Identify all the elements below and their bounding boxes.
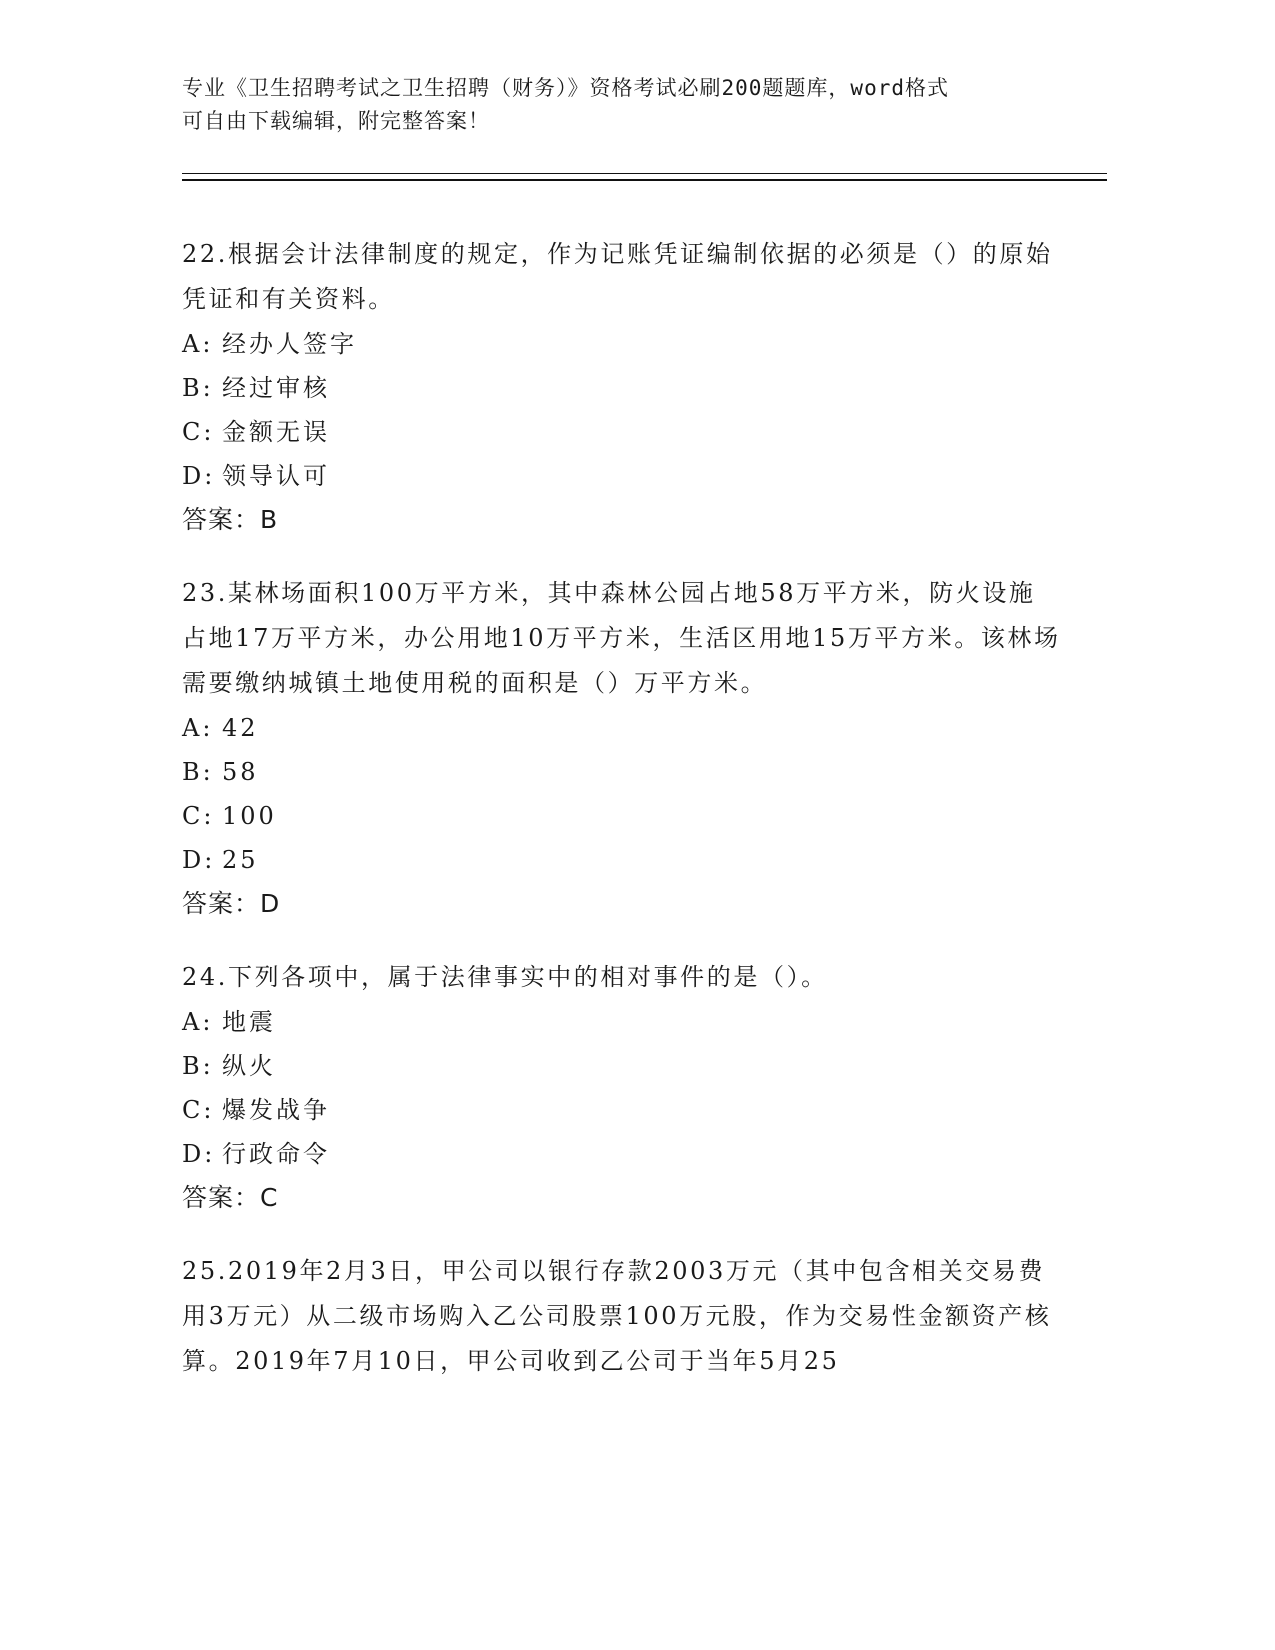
option-text: 58 [222, 758, 259, 786]
option-text: 领导认可 [222, 462, 330, 490]
option-text: 42 [222, 714, 259, 742]
option-key: A: [182, 330, 214, 358]
answer-label: 答案：D [182, 889, 281, 918]
answer-label: 答案：C [182, 1183, 279, 1212]
option-text: 行政命令 [222, 1140, 330, 1168]
option-key: A: [182, 1008, 214, 1036]
option-b [182, 750, 1062, 794]
option-c [182, 1088, 1062, 1132]
header-title-line-2: 可自由下载编辑，附完整答案！ [182, 109, 490, 133]
option-text: 金额无误 [222, 418, 330, 446]
option-text: 经办人签字 [222, 330, 357, 358]
option-text: 经过审核 [222, 374, 330, 402]
option-key: D: [182, 462, 216, 490]
question-stem: 25.2019年2月3日，甲公司以银行存款2003万元（其中包含相关交易费用3万元）从二级市场购入乙公司股票100万元股，作为交易性金额资产核算。2019年7月10日，甲公司收到乙公司于当年5月25 [182, 1257, 1052, 1375]
option-key: D: [182, 846, 216, 874]
option-key: C: [182, 418, 215, 446]
option-d [182, 838, 1062, 882]
option-text: 100 [222, 802, 277, 830]
question-24 [182, 955, 1062, 1220]
option-key: B: [182, 1052, 214, 1080]
option-b [182, 1044, 1062, 1088]
option-text: 25 [222, 846, 259, 874]
option-key: C: [182, 1096, 215, 1124]
option-c [182, 410, 1062, 454]
option-key: C: [182, 802, 215, 830]
answer-label: 答案：B [182, 505, 279, 534]
option-a [182, 706, 1062, 750]
question-22 [182, 232, 1062, 542]
option-text: 地震 [222, 1008, 276, 1036]
option-d [182, 1132, 1062, 1176]
option-key: B: [182, 758, 214, 786]
question-stem: 22.根据会计法律制度的规定，作为记账凭证编制依据的必须是（）的原始凭证和有关资料。 [182, 240, 1053, 313]
option-key: D: [182, 1140, 216, 1168]
option-key: B: [182, 374, 214, 402]
option-d [182, 454, 1062, 498]
question-list [182, 232, 1062, 1413]
question-23 [182, 571, 1062, 926]
option-b [182, 366, 1062, 410]
question-stem: 23.某林场面积100万平方米，其中森林公园占地58万平方米，防火设施占地17万平方米，办公用地10万平方米，生活区用地15万平方米。该林场需要缴纳城镇土地使用税的面积是（）万平方米。 [182, 579, 1061, 697]
header-title-line-1: 专业《卫生招聘考试之卫生招聘（财务）》资格考试必刷200题题库，word格式 [182, 76, 949, 100]
option-a [182, 322, 1062, 366]
option-text: 爆发战争 [222, 1096, 330, 1124]
option-a [182, 1000, 1062, 1044]
document-header [182, 72, 1062, 138]
question-stem: 24.下列各项中，属于法律事实中的相对事件的是（）。 [182, 963, 828, 991]
header-divider [182, 173, 1107, 181]
question-25 [182, 1249, 1062, 1384]
option-key: A: [182, 714, 214, 742]
option-text: 纵火 [222, 1052, 276, 1080]
option-c [182, 794, 1062, 838]
